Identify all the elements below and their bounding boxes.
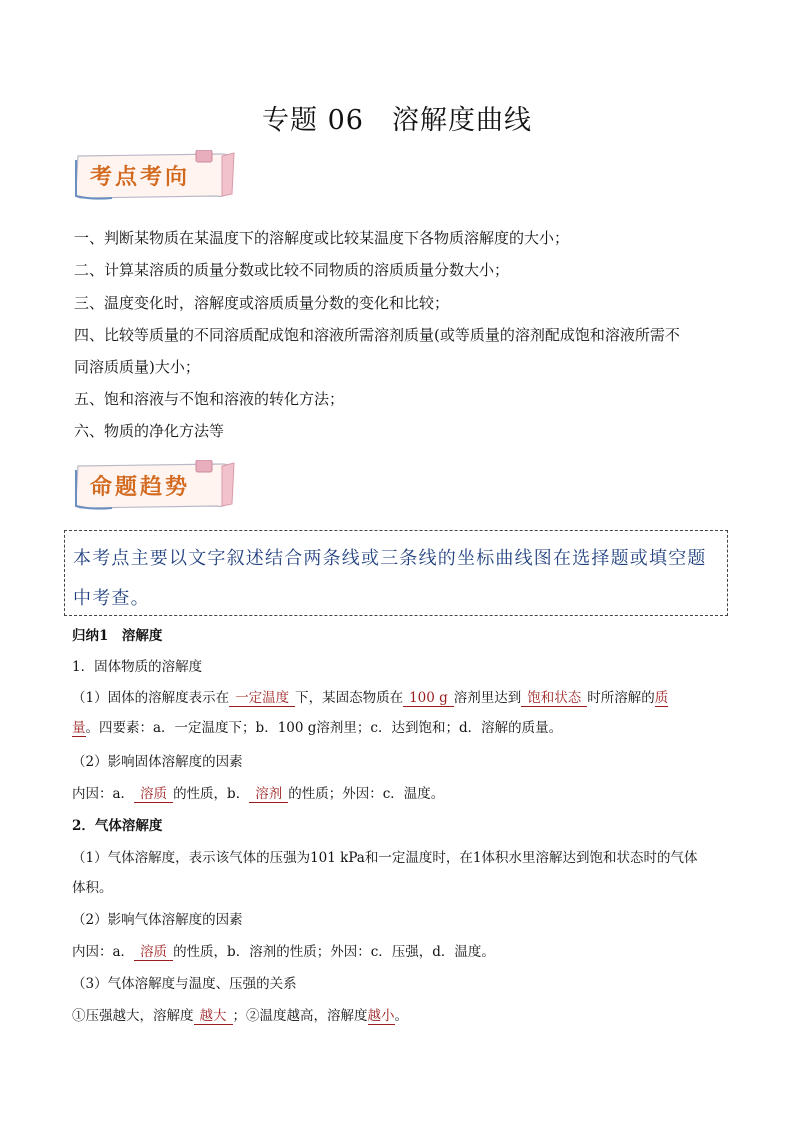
exam-point-line: 二、计算某溶质的质量分数或比较不同物质的溶质质量分数大小； (74, 261, 510, 279)
answer-blank: 质 (654, 690, 669, 706)
exam-point-line: 同溶质质量)大小； (74, 358, 200, 376)
trend-box (64, 530, 728, 616)
gas-solubility-definition-end: 体积。 (72, 880, 113, 896)
answer-blank: 溶质 (134, 786, 173, 803)
exam-point-line: 六、物质的净化方法等 (74, 422, 225, 440)
summary-heading: 归纳1 溶解度 (72, 628, 163, 644)
exam-point-line: 五、饱和溶液与不饱和溶液的转化方法； (74, 390, 345, 408)
gas-relation: ①压强越大，溶解度 越大 ；②温度越高，溶解度越小。 (72, 1008, 408, 1024)
solid-solubility-definition: （1）固体的溶解度表示在 一定温度 下，某固态物质在 100 g 溶剂里达到 饱和状态 时所溶解的质 (72, 690, 669, 706)
gas-solubility-definition: （1）气体溶解度，表示该气体的压强为101 kPa和一定温度时，在1体积水里溶解达到饱和状态时的气体 (72, 850, 698, 866)
answer-blank: 越小 (367, 1008, 395, 1024)
answer-blank: 100 g (403, 690, 454, 707)
page-title: 专题 06 溶解度曲线 (262, 105, 532, 136)
exam-point-line: 四、比较等质量的不同溶质配成饱和溶液所需溶剂质量(或等质量的溶剂配成饱和溶液所需不 (74, 326, 680, 344)
trend-text: 本考点主要以文字叙述结合两条线或三条线的坐标曲线图在选择题或填空题中考查。 (73, 548, 707, 609)
exam-points-tag (72, 150, 242, 202)
solid-factors: 内因：a． 溶质 的性质，b． 溶剂 的性质；外因：c．温度。 (72, 786, 445, 802)
section-title: 1．固体物质的溶解度 (72, 659, 203, 675)
answer-blank: 溶剂 (249, 786, 288, 803)
exam-point-line: 一、判断某物质在某温度下的溶解度或比较某温度下各物质溶解度的大小； (74, 229, 570, 247)
answer-blank: 量 (72, 720, 86, 736)
four-elements: 量。四要素：a．一定温度下；b．100 g溶剂里；c．达到饱和；d．溶解的质量。 (72, 720, 563, 736)
gas-factors-title: （2）影响气体溶解度的因素 (72, 912, 243, 928)
exam-points-tag-label: 考点考向 (90, 165, 191, 190)
answer-blank: 溶质 (134, 944, 173, 961)
gas-relation-title: （3）气体溶解度与温度、压强的关系 (72, 976, 297, 992)
gas-factors: 内因：a． 溶质 的性质，b．溶剂的性质；外因：c．压强，d．温度。 (72, 944, 495, 960)
trend-tag (72, 460, 242, 512)
answer-blank: 饱和状态 (521, 690, 587, 707)
solid-factors-title: （2）影响固体溶解度的因素 (72, 754, 243, 770)
trend-tag-label: 命题趋势 (90, 475, 191, 500)
section-title: 2．气体溶解度 (72, 818, 163, 834)
answer-blank: 一定温度 (229, 690, 295, 707)
answer-blank: 越大 (194, 1008, 233, 1025)
exam-point-line: 三、温度变化时，溶解度或溶质质量分数的变化和比较； (74, 294, 450, 312)
